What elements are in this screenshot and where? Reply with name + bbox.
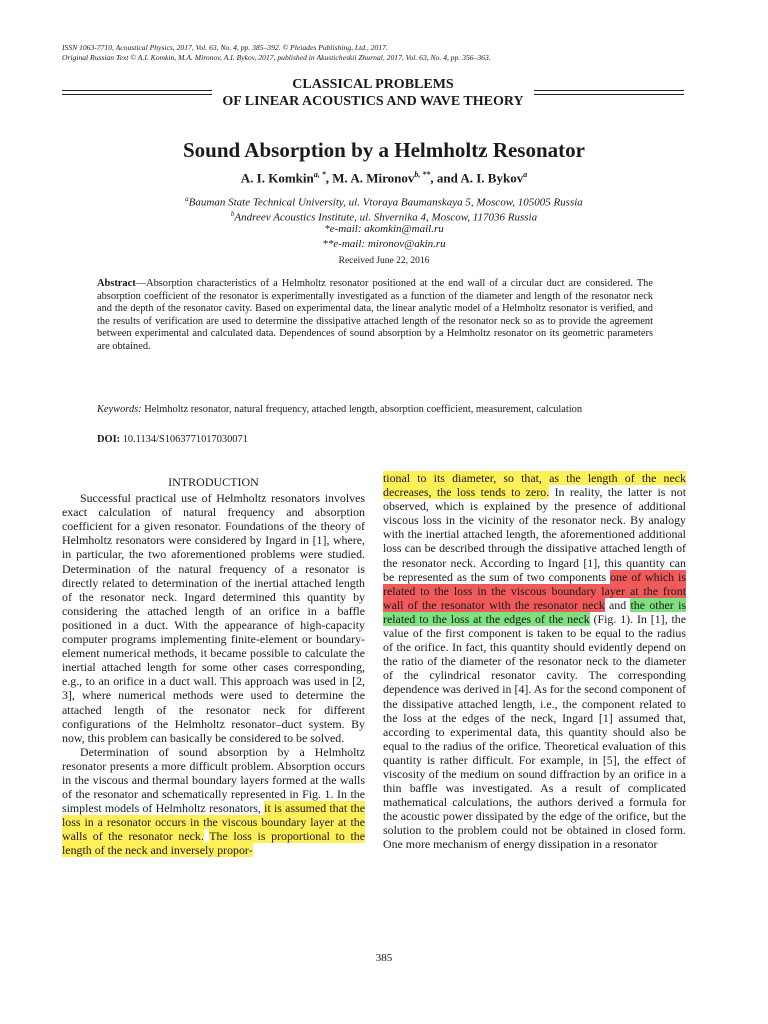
highlight-red: one of which is related to the loss in the viscous boundary layer at the front wall of the resonator with the resonator neck <box>383 569 686 612</box>
paragraph-3-text: In reality, the latter is not observed, which is explained by the presence of additional viscous loss in the vicinity of the resonator neck. By analogy with the inertial attached length, the aforementioned additional loss can be described through the dissipative attached length of the resonator neck. According to Ingard [1], this quantity can be represented as the sum of two components <box>383 485 686 584</box>
abstract-text: —Absorption characteristics of a Helmholtz resonator positioned at the end wall of a circular duct are considered. The absorption coefficient of the resonator is experimentally investigated as a function of the diameter and length of the resonator neck and the depth of the resonator cavity. Based on experimental data, the linear analytic model of a Helmholtz resonator is verified, and the results of verification are used to determine the dissipative attached length of the resonator neck so as to provide the agreement between experimental and calculated data. Dependences of sound absorption by a Helmholtz resonator on its geometric parameters are obtained. <box>97 278 653 352</box>
journal-issn-line: ISSN 1063-7710, Acoustical Physics, 2017, Vol. 63, No. 4, pp. 385–392. © Pleiades Publishing, Ltd., 2017. <box>62 43 388 52</box>
section-rule-left <box>62 90 212 95</box>
journal-original-line: Original Russian Text © A.I. Komkin, M.A. Mironov, A.I. Bykov, 2017, published in Akusticheskii Zhurnal, 2017, Vol. 63, No. 4, pp. 356–363. <box>62 53 491 62</box>
author-affil-mark: a, * <box>313 170 326 179</box>
keywords-text: Helmholtz resonator, natural frequency, attached length, absorption coefficient, measurement, calculation <box>141 404 583 415</box>
article-title: Sound Absorption by a Helmholtz Resonator <box>183 138 585 162</box>
paragraph-2 <box>62 745 365 858</box>
section-heading <box>62 76 684 110</box>
received-date: Received June 22, 2016 <box>338 256 430 266</box>
doi-label: DOI: <box>97 434 121 445</box>
journal-header <box>62 43 722 63</box>
highlight-yellow: it is assumed that the loss in a resonator occurs in the viscous boundary layer at the walls of the resonator neck. <box>62 801 365 844</box>
page-number: 385 <box>375 952 393 964</box>
author-affil-mark: a <box>523 170 528 179</box>
introduction-heading: INTRODUCTION <box>168 475 259 489</box>
highlight-yellow: The loss is proportional to the length of the neck and inversely propor- <box>62 829 365 858</box>
author-list <box>0 170 768 186</box>
author-affil-mark: b, ** <box>414 170 431 179</box>
author-name: A. I. Komkin <box>240 170 314 186</box>
doi <box>97 434 248 445</box>
section-rule-right <box>534 90 684 95</box>
email-1: *e-mail: akomkin@mail.ru <box>324 223 444 235</box>
email-2: **e-mail: mironov@akin.ru <box>322 238 446 250</box>
keywords <box>97 404 653 417</box>
affiliation-text: Bauman State Technical University, ul. Vtoraya Baumanskaya 5, Moscow, 105005 Russia <box>188 196 583 209</box>
highlight-yellow: tional to its diameter, so that, as the length of the neck decreases, the loss tends to zero. <box>383 471 686 500</box>
paragraph-3 <box>383 471 686 852</box>
section-title-line1: CLASSICAL PROBLEMS <box>292 77 454 92</box>
right-column <box>383 471 686 852</box>
paragraph-1: Successful practical use of Helmholtz resonators involves exact calculation of natural frequency and absorption coefficient for a given resonator. Foundations of the theory of Helmholtz resonators were considered by Ingard in [1], where, in particular, the two aforementioned problems were studied. Determination of the natural frequency of a resonator is directly related to determination of the inertial attached length of the resonator neck. Ingard determined this quantity by considering the attached length of an orifice in a baffle positioned in a duct. With the appearance of high-capacity computer programs implementing finite-element or boundary-element numerical methods, it became possible to calculate the inertial attached length for some other cases corresponding, e.g., to an orifice in a duct wall. This approach was used in [2, 3], where numerical methods were used to determine the attached length of the resonator neck for different configurations of the Helmholtz resonator–duct system. By now, this problem can basically be considered to be solved. <box>62 491 365 745</box>
abstract <box>97 278 653 354</box>
doi-text: 10.1134/S1063771017030071 <box>120 434 248 445</box>
section-title-line2: OF LINEAR ACOUSTICS AND WAVE THEORY <box>222 94 524 109</box>
paragraph-2-text: Determination of sound absorption by a Helmholtz resonator presents a more difficult problem. Absorption occurs in the viscous and thermal boundary layers formed at the walls of the resonator and schematically represented in Fig. 1. In the simplest models of Helmholtz resonators, <box>62 744 365 816</box>
keywords-label: Keywords: <box>97 404 142 415</box>
abstract-label: Abstract <box>97 278 136 289</box>
affiliation-mark: b <box>230 210 235 218</box>
affiliation-mark: a <box>185 195 189 203</box>
paragraph-3-text: (Fig. 1). In [1], the value of the first component is taken to be equal to the radius of the orifice. In fact, this quantity should evidently depend on the ratio of the diameter of the resonator neck to the diameter of the cylindrical resonator cavity. The corresponding dependence was derived in [4]. As for the second component of the dissipative attached length, i.e., the component related to the loss at the edges of the neck, Ingard [1] assumed that, according to experimental data, this quantity should also be equal to the radius of the orifice. Theoretical evaluation of this quantity is rather difficult. For example, in [5], the effect of viscosity of the medium on sound diffraction by an orifice in a thin baffle was investigated. As a result of complicated mathematical calculations, the authors derived a formula for the acoustic power dissipated by the edge of the orifice, but the solution to the problem could not be obtained in closed form. One more mechanism of energy dissipation in a resonator <box>383 611 686 852</box>
affiliation-text: Andreev Acoustics Institute, ul. Shvernika 4, Moscow, 117036 Russia <box>234 211 538 224</box>
author-name: , and A. I. Bykov <box>430 170 524 186</box>
paragraph-3-text: and <box>604 597 631 612</box>
left-column <box>62 471 365 858</box>
highlight-green: the other is related to the loss at the edges of the neck <box>383 597 686 626</box>
author-name: , M. A. Mironov <box>325 170 415 186</box>
